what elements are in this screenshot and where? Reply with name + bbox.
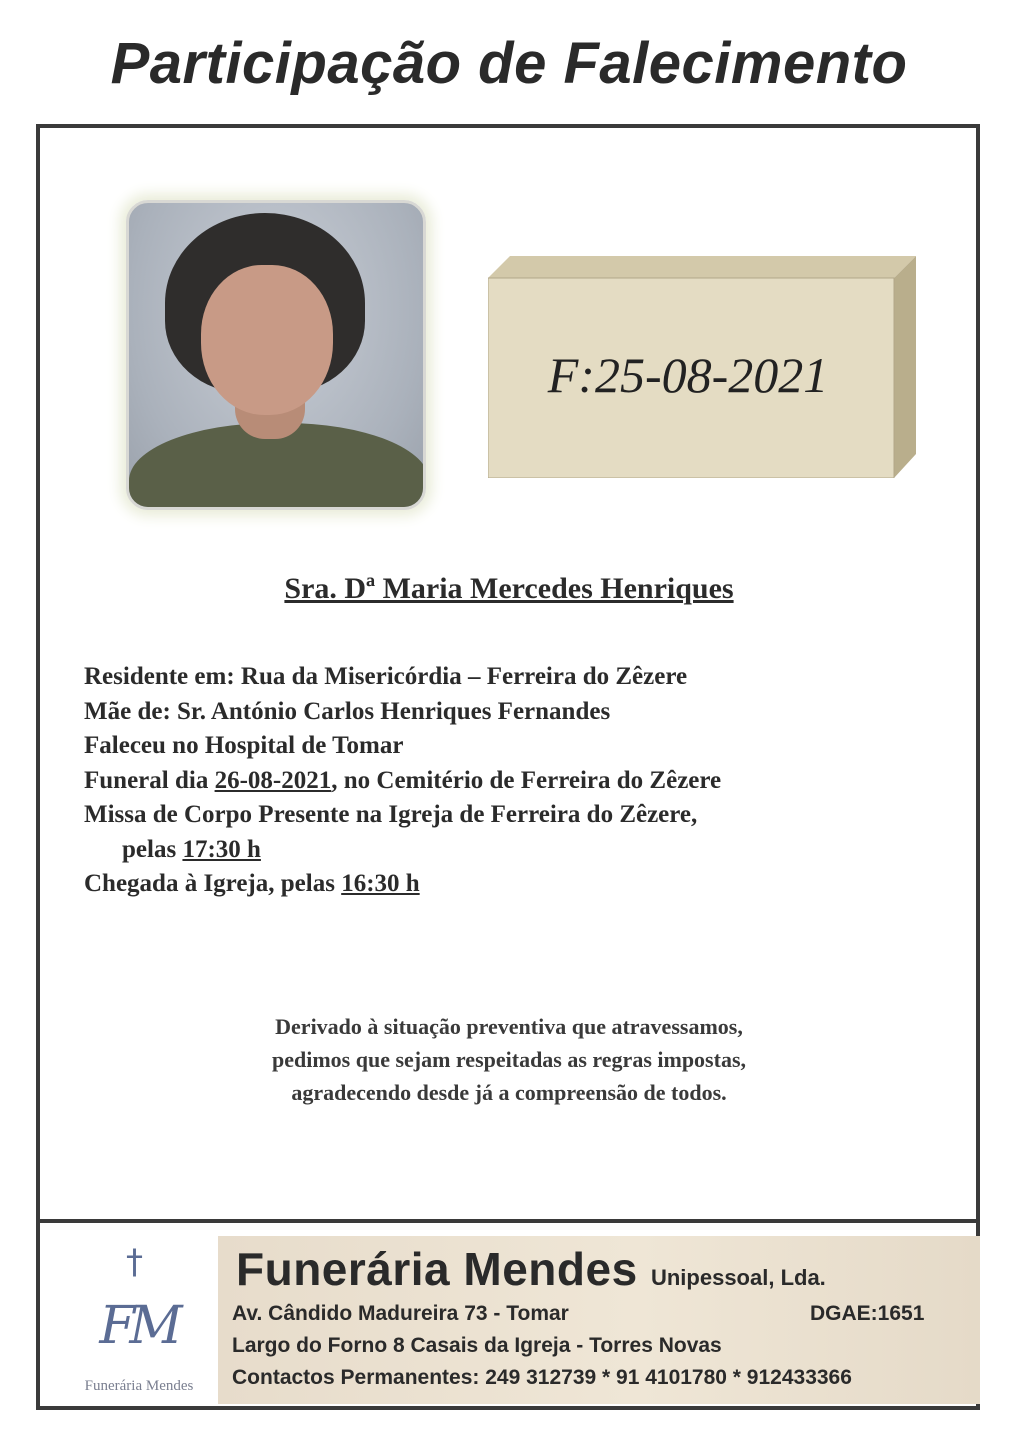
funeral-home-logo	[60, 1236, 218, 1404]
funeral-prefix: Funeral dia	[84, 766, 215, 794]
covid-notice	[0, 1010, 1018, 1109]
mass-time-prefix: pelas	[122, 835, 183, 863]
funeral-suffix: , no Cemitério de Ferreira do Zêzere	[331, 766, 722, 794]
mass-line: Missa de Corpo Presente na Igreja de Ferreira do Zêzere,	[84, 801, 698, 828]
arrival-line	[84, 867, 964, 902]
logo-caption: Funerária Mendes	[84, 1378, 194, 1394]
portrait-photo	[126, 200, 426, 510]
child-line: Mãe de: Sr. António Carlos Henriques Fernandes	[84, 697, 611, 725]
company-suffix: Unipessoal, Lda.	[650, 1265, 826, 1290]
company-banner	[218, 1236, 980, 1404]
footer-divider	[36, 1219, 980, 1223]
date-plaque-text: F:25-08-2021	[547, 347, 829, 403]
notice-line-3: agradecendo desde já a compreensão de todos.	[291, 1080, 727, 1105]
date-plaque	[488, 256, 916, 478]
funeral-line	[84, 764, 964, 799]
contacts-line: Contactos Permanentes: 249 312739 * 91 4101780 * 912433366	[232, 1366, 852, 1389]
residence-line: Residente em: Rua da Misericórdia – Ferreira do Zêzere	[84, 663, 688, 690]
portrait-face	[201, 265, 333, 415]
funeral-date: 26-08-2021	[214, 766, 332, 794]
page-title: Participação de Falecimento	[110, 31, 908, 96]
mass-time: 17:30 h	[182, 835, 261, 863]
address-tomar: Av. Cândido Madureira 73 - Tomar	[232, 1302, 569, 1325]
monogram-logo: FM	[99, 1296, 177, 1356]
notice-line-2: pedimos que sejam respeitadas as regras impostas,	[271, 1047, 747, 1072]
company-name	[236, 1242, 826, 1296]
address-torres-novas: Largo do Forno 8 Casais da Igreja - Torres Novas	[232, 1334, 722, 1357]
deceased-name: Sra. Dª Maria Mercedes Henriques	[284, 572, 734, 605]
place-of-death-line: Faleceu no Hospital de Tomar	[84, 732, 404, 759]
dgae-number: DGAE:1651	[810, 1302, 925, 1325]
notice-line-1: Derivado à situação preventiva que atravessamos,	[275, 1014, 743, 1039]
company-name-main: Funerária Mendes	[236, 1243, 638, 1295]
cross-icon: †	[126, 1242, 143, 1282]
arrival-time: 16:30 h	[341, 870, 420, 897]
mass-time-line	[84, 833, 964, 868]
funeral-details	[84, 660, 964, 902]
arrival-prefix: Chegada à Igreja, pelas	[84, 870, 342, 897]
